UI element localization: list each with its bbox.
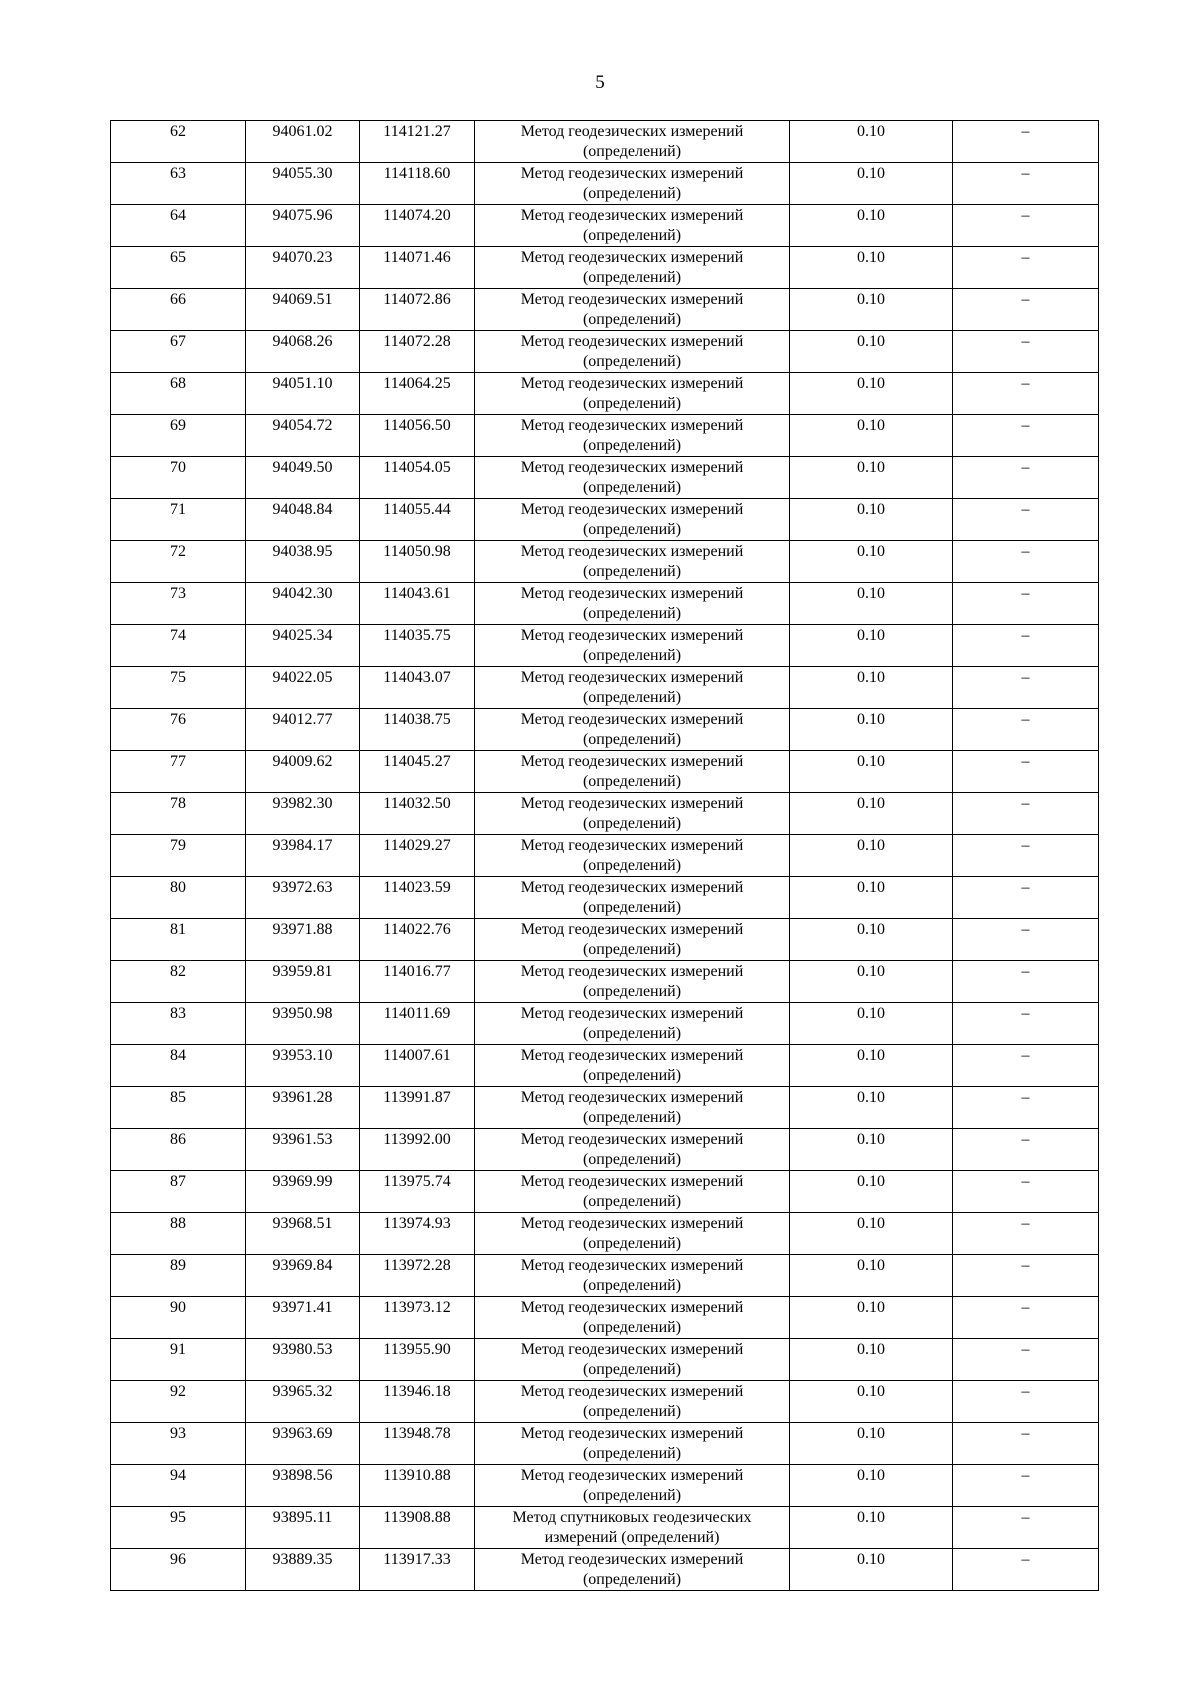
x-coordinate-cell: 93968.51	[246, 1213, 360, 1255]
y-coordinate-cell: 114118.60	[360, 163, 475, 205]
point-number-cell: 92	[111, 1381, 246, 1423]
y-coordinate-cell: 113955.90	[360, 1339, 475, 1381]
point-number-cell: 64	[111, 205, 246, 247]
method-cell: Метод геодезических измерений (определений)	[475, 1297, 790, 1339]
x-coordinate-cell: 94054.72	[246, 415, 360, 457]
table-row	[111, 541, 1099, 583]
accuracy-cell: 0.10	[790, 331, 953, 373]
accuracy-cell: 0.10	[790, 1255, 953, 1297]
description-cell: –	[953, 121, 1099, 163]
method-cell: Метод геодезических измерений (определений)	[475, 499, 790, 541]
x-coordinate-cell: 93971.88	[246, 919, 360, 961]
accuracy-cell: 0.10	[790, 667, 953, 709]
method-cell: Метод геодезических измерений (определений)	[475, 1003, 790, 1045]
description-cell: –	[953, 625, 1099, 667]
description-cell: –	[953, 709, 1099, 751]
accuracy-cell: 0.10	[790, 1423, 953, 1465]
x-coordinate-cell: 93889.35	[246, 1549, 360, 1591]
table-row	[111, 709, 1099, 751]
point-number-cell: 65	[111, 247, 246, 289]
method-cell: Метод геодезических измерений (определений)	[475, 583, 790, 625]
description-cell: –	[953, 163, 1099, 205]
description-cell: –	[953, 751, 1099, 793]
method-cell: Метод геодезических измерений (определений)	[475, 1171, 790, 1213]
point-number-cell: 63	[111, 163, 246, 205]
y-coordinate-cell: 114121.27	[360, 121, 475, 163]
accuracy-cell: 0.10	[790, 751, 953, 793]
point-number-cell: 85	[111, 1087, 246, 1129]
point-number-cell: 75	[111, 667, 246, 709]
method-cell: Метод геодезических измерений (определений)	[475, 373, 790, 415]
method-cell: Метод геодезических измерений (определений)	[475, 121, 790, 163]
coordinates-table-body	[111, 121, 1099, 1591]
accuracy-cell: 0.10	[790, 121, 953, 163]
method-cell: Метод геодезических измерений (определений)	[475, 1213, 790, 1255]
y-coordinate-cell: 114056.50	[360, 415, 475, 457]
table-row	[111, 205, 1099, 247]
method-cell: Метод геодезических измерений (определений)	[475, 1465, 790, 1507]
description-cell: –	[953, 289, 1099, 331]
description-cell: –	[953, 877, 1099, 919]
y-coordinate-cell: 114043.61	[360, 583, 475, 625]
x-coordinate-cell: 94075.96	[246, 205, 360, 247]
accuracy-cell: 0.10	[790, 163, 953, 205]
x-coordinate-cell: 93980.53	[246, 1339, 360, 1381]
x-coordinate-cell: 93898.56	[246, 1465, 360, 1507]
x-coordinate-cell: 93969.84	[246, 1255, 360, 1297]
accuracy-cell: 0.10	[790, 289, 953, 331]
y-coordinate-cell: 114064.25	[360, 373, 475, 415]
method-cell: Метод геодезических измерений (определений)	[475, 919, 790, 961]
y-coordinate-cell: 113917.33	[360, 1549, 475, 1591]
point-number-cell: 94	[111, 1465, 246, 1507]
description-cell: –	[953, 1087, 1099, 1129]
point-number-cell: 86	[111, 1129, 246, 1171]
description-cell: –	[953, 205, 1099, 247]
table-row	[111, 877, 1099, 919]
method-cell: Метод геодезических измерений (определений)	[475, 1045, 790, 1087]
accuracy-cell: 0.10	[790, 1045, 953, 1087]
table-row	[111, 1171, 1099, 1213]
y-coordinate-cell: 114029.27	[360, 835, 475, 877]
method-cell: Метод геодезических измерений (определений)	[475, 625, 790, 667]
method-cell: Метод геодезических измерений (определений)	[475, 1087, 790, 1129]
x-coordinate-cell: 94025.34	[246, 625, 360, 667]
table-row	[111, 1423, 1099, 1465]
y-coordinate-cell: 113991.87	[360, 1087, 475, 1129]
description-cell: –	[953, 919, 1099, 961]
description-cell: –	[953, 1465, 1099, 1507]
method-cell: Метод геодезических измерений (определений)	[475, 667, 790, 709]
point-number-cell: 82	[111, 961, 246, 1003]
point-number-cell: 91	[111, 1339, 246, 1381]
x-coordinate-cell: 94061.02	[246, 121, 360, 163]
x-coordinate-cell: 94012.77	[246, 709, 360, 751]
table-row	[111, 1381, 1099, 1423]
y-coordinate-cell: 114043.07	[360, 667, 475, 709]
accuracy-cell: 0.10	[790, 1465, 953, 1507]
x-coordinate-cell: 94038.95	[246, 541, 360, 583]
description-cell: –	[953, 499, 1099, 541]
point-number-cell: 74	[111, 625, 246, 667]
method-cell: Метод геодезических измерений (определений)	[475, 289, 790, 331]
x-coordinate-cell: 93959.81	[246, 961, 360, 1003]
method-cell: Метод геодезических измерений (определений)	[475, 331, 790, 373]
point-number-cell: 93	[111, 1423, 246, 1465]
accuracy-cell: 0.10	[790, 1171, 953, 1213]
accuracy-cell: 0.10	[790, 709, 953, 751]
x-coordinate-cell: 93950.98	[246, 1003, 360, 1045]
accuracy-cell: 0.10	[790, 625, 953, 667]
table-row	[111, 247, 1099, 289]
description-cell: –	[953, 1297, 1099, 1339]
table-row	[111, 1087, 1099, 1129]
accuracy-cell: 0.10	[790, 961, 953, 1003]
y-coordinate-cell: 113948.78	[360, 1423, 475, 1465]
table-row	[111, 1213, 1099, 1255]
description-cell: –	[953, 1507, 1099, 1549]
point-number-cell: 72	[111, 541, 246, 583]
description-cell: –	[953, 415, 1099, 457]
y-coordinate-cell: 113975.74	[360, 1171, 475, 1213]
page-number: 5	[595, 72, 605, 93]
y-coordinate-cell: 114011.69	[360, 1003, 475, 1045]
y-coordinate-cell: 113973.12	[360, 1297, 475, 1339]
description-cell: –	[953, 247, 1099, 289]
method-cell: Метод геодезических измерений (определений)	[475, 1129, 790, 1171]
table-row	[111, 121, 1099, 163]
x-coordinate-cell: 94009.62	[246, 751, 360, 793]
x-coordinate-cell: 94049.50	[246, 457, 360, 499]
table-row	[111, 1507, 1099, 1549]
x-coordinate-cell: 94048.84	[246, 499, 360, 541]
x-coordinate-cell: 93963.69	[246, 1423, 360, 1465]
accuracy-cell: 0.10	[790, 835, 953, 877]
table-row	[111, 625, 1099, 667]
description-cell: –	[953, 1003, 1099, 1045]
y-coordinate-cell: 113972.28	[360, 1255, 475, 1297]
y-coordinate-cell: 114072.28	[360, 331, 475, 373]
y-coordinate-cell: 113974.93	[360, 1213, 475, 1255]
point-number-cell: 76	[111, 709, 246, 751]
description-cell: –	[953, 583, 1099, 625]
x-coordinate-cell: 93971.41	[246, 1297, 360, 1339]
point-number-cell: 95	[111, 1507, 246, 1549]
point-number-cell: 88	[111, 1213, 246, 1255]
table-row	[111, 961, 1099, 1003]
method-cell: Метод геодезических измерений (определений)	[475, 1255, 790, 1297]
y-coordinate-cell: 114022.76	[360, 919, 475, 961]
method-cell: Метод геодезических измерений (определений)	[475, 457, 790, 499]
x-coordinate-cell: 94069.51	[246, 289, 360, 331]
method-cell: Метод геодезических измерений (определений)	[475, 163, 790, 205]
method-cell: Метод геодезических измерений (определений)	[475, 1423, 790, 1465]
description-cell: –	[953, 1255, 1099, 1297]
x-coordinate-cell: 94070.23	[246, 247, 360, 289]
point-number-cell: 68	[111, 373, 246, 415]
description-cell: –	[953, 835, 1099, 877]
table-row	[111, 1255, 1099, 1297]
table-row	[111, 1465, 1099, 1507]
method-cell: Метод геодезических измерений (определений)	[475, 1381, 790, 1423]
y-coordinate-cell: 114035.75	[360, 625, 475, 667]
point-number-cell: 77	[111, 751, 246, 793]
description-cell: –	[953, 457, 1099, 499]
description-cell: –	[953, 1129, 1099, 1171]
accuracy-cell: 0.10	[790, 541, 953, 583]
y-coordinate-cell: 114023.59	[360, 877, 475, 919]
description-cell: –	[953, 1213, 1099, 1255]
point-number-cell: 90	[111, 1297, 246, 1339]
accuracy-cell: 0.10	[790, 457, 953, 499]
accuracy-cell: 0.10	[790, 1339, 953, 1381]
point-number-cell: 96	[111, 1549, 246, 1591]
x-coordinate-cell: 93895.11	[246, 1507, 360, 1549]
point-number-cell: 70	[111, 457, 246, 499]
y-coordinate-cell: 114074.20	[360, 205, 475, 247]
table-row	[111, 751, 1099, 793]
x-coordinate-cell: 93953.10	[246, 1045, 360, 1087]
x-coordinate-cell: 93961.28	[246, 1087, 360, 1129]
y-coordinate-cell: 114038.75	[360, 709, 475, 751]
accuracy-cell: 0.10	[790, 247, 953, 289]
x-coordinate-cell: 93984.17	[246, 835, 360, 877]
table-row	[111, 499, 1099, 541]
description-cell: –	[953, 331, 1099, 373]
method-cell: Метод геодезических измерений (определений)	[475, 793, 790, 835]
table-row	[111, 1339, 1099, 1381]
table-row	[111, 1003, 1099, 1045]
table-row	[111, 835, 1099, 877]
method-cell: Метод геодезических измерений (определений)	[475, 877, 790, 919]
point-number-cell: 71	[111, 499, 246, 541]
table-row	[111, 1045, 1099, 1087]
description-cell: –	[953, 1381, 1099, 1423]
table-row	[111, 1297, 1099, 1339]
method-cell: Метод геодезических измерений (определений)	[475, 709, 790, 751]
x-coordinate-cell: 93982.30	[246, 793, 360, 835]
method-cell: Метод геодезических измерений (определений)	[475, 961, 790, 1003]
description-cell: –	[953, 961, 1099, 1003]
table-row	[111, 793, 1099, 835]
method-cell: Метод геодезических измерений (определений)	[475, 751, 790, 793]
point-number-cell: 81	[111, 919, 246, 961]
description-cell: –	[953, 667, 1099, 709]
table-row	[111, 289, 1099, 331]
y-coordinate-cell: 114050.98	[360, 541, 475, 583]
table-row	[111, 373, 1099, 415]
point-number-cell: 69	[111, 415, 246, 457]
accuracy-cell: 0.10	[790, 1129, 953, 1171]
y-coordinate-cell: 114071.46	[360, 247, 475, 289]
y-coordinate-cell: 114032.50	[360, 793, 475, 835]
description-cell: –	[953, 1423, 1099, 1465]
table-row	[111, 415, 1099, 457]
accuracy-cell: 0.10	[790, 1507, 953, 1549]
accuracy-cell: 0.10	[790, 205, 953, 247]
method-cell: Метод геодезических измерений (определений)	[475, 205, 790, 247]
y-coordinate-cell: 114055.44	[360, 499, 475, 541]
accuracy-cell: 0.10	[790, 415, 953, 457]
point-number-cell: 73	[111, 583, 246, 625]
table-row	[111, 583, 1099, 625]
x-coordinate-cell: 93965.32	[246, 1381, 360, 1423]
accuracy-cell: 0.10	[790, 499, 953, 541]
accuracy-cell: 0.10	[790, 1297, 953, 1339]
method-cell: Метод геодезических измерений (определений)	[475, 415, 790, 457]
method-cell: Метод спутниковых геодезических измерений (определений)	[475, 1507, 790, 1549]
point-number-cell: 80	[111, 877, 246, 919]
table-row	[111, 1129, 1099, 1171]
point-number-cell: 83	[111, 1003, 246, 1045]
y-coordinate-cell: 113910.88	[360, 1465, 475, 1507]
accuracy-cell: 0.10	[790, 793, 953, 835]
description-cell: –	[953, 541, 1099, 583]
table-row	[111, 667, 1099, 709]
x-coordinate-cell: 93972.63	[246, 877, 360, 919]
point-number-cell: 89	[111, 1255, 246, 1297]
point-number-cell: 78	[111, 793, 246, 835]
x-coordinate-cell: 94051.10	[246, 373, 360, 415]
table-row	[111, 457, 1099, 499]
method-cell: Метод геодезических измерений (определений)	[475, 1549, 790, 1591]
accuracy-cell: 0.10	[790, 1087, 953, 1129]
method-cell: Метод геодезических измерений (определений)	[475, 247, 790, 289]
table-row	[111, 163, 1099, 205]
point-number-cell: 62	[111, 121, 246, 163]
y-coordinate-cell: 114016.77	[360, 961, 475, 1003]
accuracy-cell: 0.10	[790, 1381, 953, 1423]
y-coordinate-cell: 114054.05	[360, 457, 475, 499]
y-coordinate-cell: 114045.27	[360, 751, 475, 793]
description-cell: –	[953, 373, 1099, 415]
coordinates-table	[110, 120, 1099, 1591]
point-number-cell: 87	[111, 1171, 246, 1213]
method-cell: Метод геодезических измерений (определений)	[475, 541, 790, 583]
method-cell: Метод геодезических измерений (определений)	[475, 1339, 790, 1381]
accuracy-cell: 0.10	[790, 1003, 953, 1045]
point-number-cell: 79	[111, 835, 246, 877]
table-row	[111, 1549, 1099, 1591]
x-coordinate-cell: 94042.30	[246, 583, 360, 625]
x-coordinate-cell: 93969.99	[246, 1171, 360, 1213]
description-cell: –	[953, 1339, 1099, 1381]
x-coordinate-cell: 94022.05	[246, 667, 360, 709]
table-row	[111, 919, 1099, 961]
y-coordinate-cell: 113946.18	[360, 1381, 475, 1423]
y-coordinate-cell: 113908.88	[360, 1507, 475, 1549]
accuracy-cell: 0.10	[790, 1549, 953, 1591]
table-row	[111, 331, 1099, 373]
x-coordinate-cell: 94068.26	[246, 331, 360, 373]
description-cell: –	[953, 1549, 1099, 1591]
description-cell: –	[953, 1045, 1099, 1087]
x-coordinate-cell: 94055.30	[246, 163, 360, 205]
point-number-cell: 67	[111, 331, 246, 373]
y-coordinate-cell: 114007.61	[360, 1045, 475, 1087]
description-cell: –	[953, 1171, 1099, 1213]
accuracy-cell: 0.10	[790, 1213, 953, 1255]
method-cell: Метод геодезических измерений (определений)	[475, 835, 790, 877]
y-coordinate-cell: 113992.00	[360, 1129, 475, 1171]
point-number-cell: 84	[111, 1045, 246, 1087]
x-coordinate-cell: 93961.53	[246, 1129, 360, 1171]
y-coordinate-cell: 114072.86	[360, 289, 475, 331]
accuracy-cell: 0.10	[790, 877, 953, 919]
point-number-cell: 66	[111, 289, 246, 331]
accuracy-cell: 0.10	[790, 583, 953, 625]
accuracy-cell: 0.10	[790, 919, 953, 961]
description-cell: –	[953, 793, 1099, 835]
accuracy-cell: 0.10	[790, 373, 953, 415]
